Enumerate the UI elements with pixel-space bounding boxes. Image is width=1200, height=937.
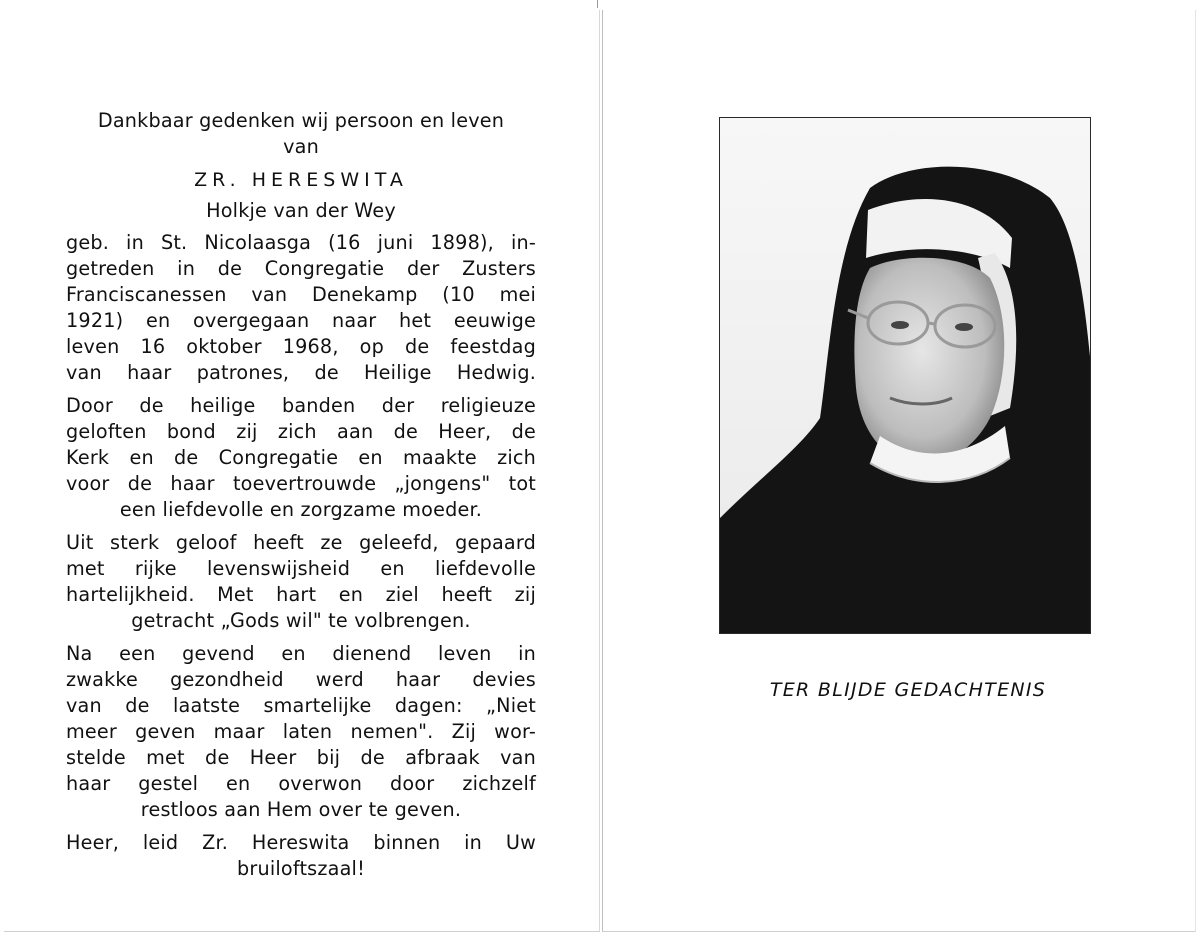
text-line: Na een gevend en dienend leven in (66, 642, 536, 665)
text-line: haar gestel en overwon door zichzelf (66, 772, 536, 795)
text-line: zwakke gezondheid werd haar devies (66, 668, 536, 691)
text-line: meer geven maar laten nemen". Zij wor- (66, 720, 536, 743)
memorial-text (66, 108, 536, 882)
intro-line: Dankbaar gedenken wij persoon en leven (97, 109, 505, 132)
civil-name: Holkje van der Wey (206, 199, 396, 222)
text-line: geloften bond zij zich aan de Heer, de (66, 420, 536, 443)
text-line: van haar patrones, de Heilige Hedwig. (66, 361, 536, 384)
fold-mark (597, 0, 598, 8)
text-line: een liefdevolle en zorgzame moeder. (119, 498, 483, 521)
prayer-paragraph (66, 830, 536, 882)
memorial-caption: TER BLIJDE GEDACHTENIS (769, 679, 1047, 701)
photo-panel (602, 10, 1196, 932)
text-line: Door de heilige banden der religieuze (66, 394, 536, 417)
vows-paragraph (66, 393, 536, 523)
text-line: hartelijkheid. Met hart en ziel heeft zij (66, 583, 536, 606)
text-line: getreden in de Congregatie der Zusters (66, 257, 536, 280)
text-line: bruiloftszaal! (237, 857, 365, 880)
text-line: Kerk en de Congregatie en maakte zich (66, 446, 536, 469)
text-line: voor de haar toevertrouwde „jongens" tot (66, 472, 536, 495)
religious-name: ZR. HERESWITA (194, 169, 408, 191)
biography-paragraph (66, 230, 536, 386)
faith-paragraph (66, 530, 536, 634)
text-line: getracht „Gods wil" te volbrengen. (131, 609, 471, 632)
portrait-photo (719, 117, 1091, 634)
text-line: 1921) en overgegaan naar het eeuwige (66, 309, 536, 332)
text-line: Franciscanessen van Denekamp (10 mei (66, 283, 536, 306)
portrait-illustration (720, 118, 1091, 634)
text-line: stelde met de Heer bij de afbraak van (66, 746, 536, 769)
text-line: van de laatste smartelijke dagen: „Niet (66, 694, 536, 717)
text-line: met rijke levenswijsheid en liefdevolle (66, 557, 536, 580)
text-line: restloos aan Hem over te geven. (140, 798, 462, 821)
van-line: van (283, 135, 319, 158)
final-days-paragraph (66, 641, 536, 823)
text-panel (4, 10, 600, 932)
text-line: Heer, leid Zr. Hereswita binnen in Uw (66, 831, 536, 854)
text-line: geb. in St. Nicolaasga (16 juni 1898), in- (66, 231, 536, 254)
text-line: leven 16 oktober 1968, op de feestdag (66, 335, 536, 358)
text-line: Uit sterk geloof heeft ze geleefd, gepaard (66, 531, 536, 554)
